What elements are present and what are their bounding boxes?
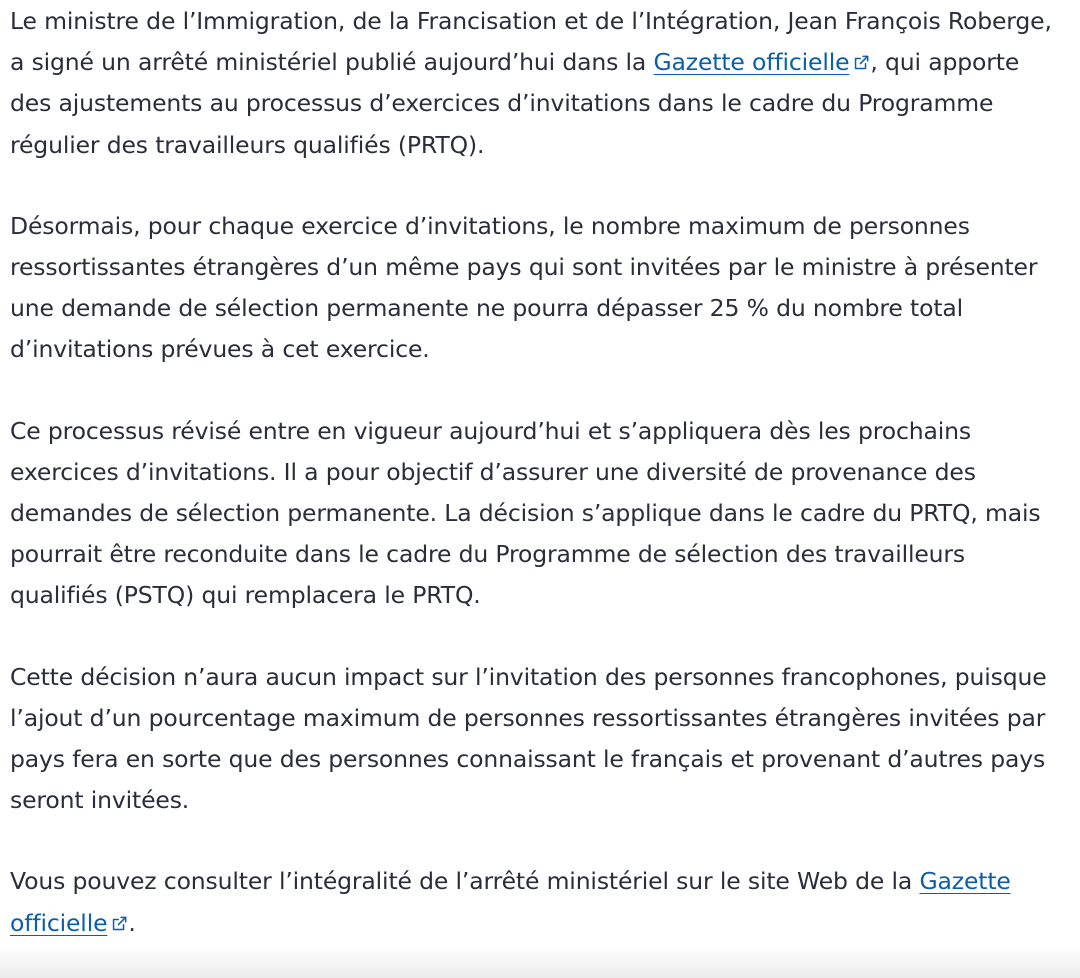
gazette-officielle-link[interactable] xyxy=(653,48,870,76)
paragraph-announcement-text: Le ministre de l’Immigration, de la Francisation et de l’Intégration, Jean François Roberge, a signé un arrêté ministériel publié aujourd’hui dans la xyxy=(10,7,1052,77)
paragraph-consult-text-end: . xyxy=(128,908,136,937)
external-link-icon xyxy=(111,915,128,932)
paragraph-consult xyxy=(10,861,1064,943)
gazette-officielle-link-label[interactable]: Gazette officielle xyxy=(653,48,850,77)
paragraph-announcement xyxy=(10,1,1064,166)
external-link-icon xyxy=(853,54,870,71)
bottom-fade xyxy=(0,946,1080,978)
paragraph-announcement-text-end: , qui apporte des ajustements au processus d’exercices d’invitations dans le cadre du Programme régulier des travailleurs qualifiés (PRTQ). xyxy=(10,48,1020,159)
paragraph-francophones: Cette décision n’aura aucun impact sur l’invitation des personnes francophones, puisque l’ajout d’un pourcentage maximum de personnes ressortissantes étrangères invitées par pays fera en sorte que des personnes connaissant le français et provenant d’autres pays seront invitées. xyxy=(10,662,1047,815)
paragraph-effective-date: Ce processus révisé entre en vigueur aujourd’hui et s’appliquera dès les prochains exercices d’invitations. Il a pour objectif d’assurer une diversité de provenance des demandes de sélection permanente. La décision s’applique dans le cadre du PRTQ, mais pourrait être reconduite dans le cadre du Programme de sélection des travailleurs qualifiés (PSTQ) qui remplacera le PRTQ. xyxy=(10,416,1041,610)
gazette-officielle-link-2-label[interactable]: Gazette officielle xyxy=(10,867,1011,937)
paragraph-consult-text: Vous pouvez consulter l’intégralité de l’arrêté ministériel sur le site Web de la xyxy=(10,867,920,896)
paragraph-quota: Désormais, pour chaque exercice d’invitations, le nombre maximum de personnes ressortissantes étrangères d’un même pays qui sont invitées par le ministre à présenter une demande de sélection permanente ne pourra dépasser 25 % du nombre total d’invitations prévues à cet exercice. xyxy=(10,211,1038,364)
